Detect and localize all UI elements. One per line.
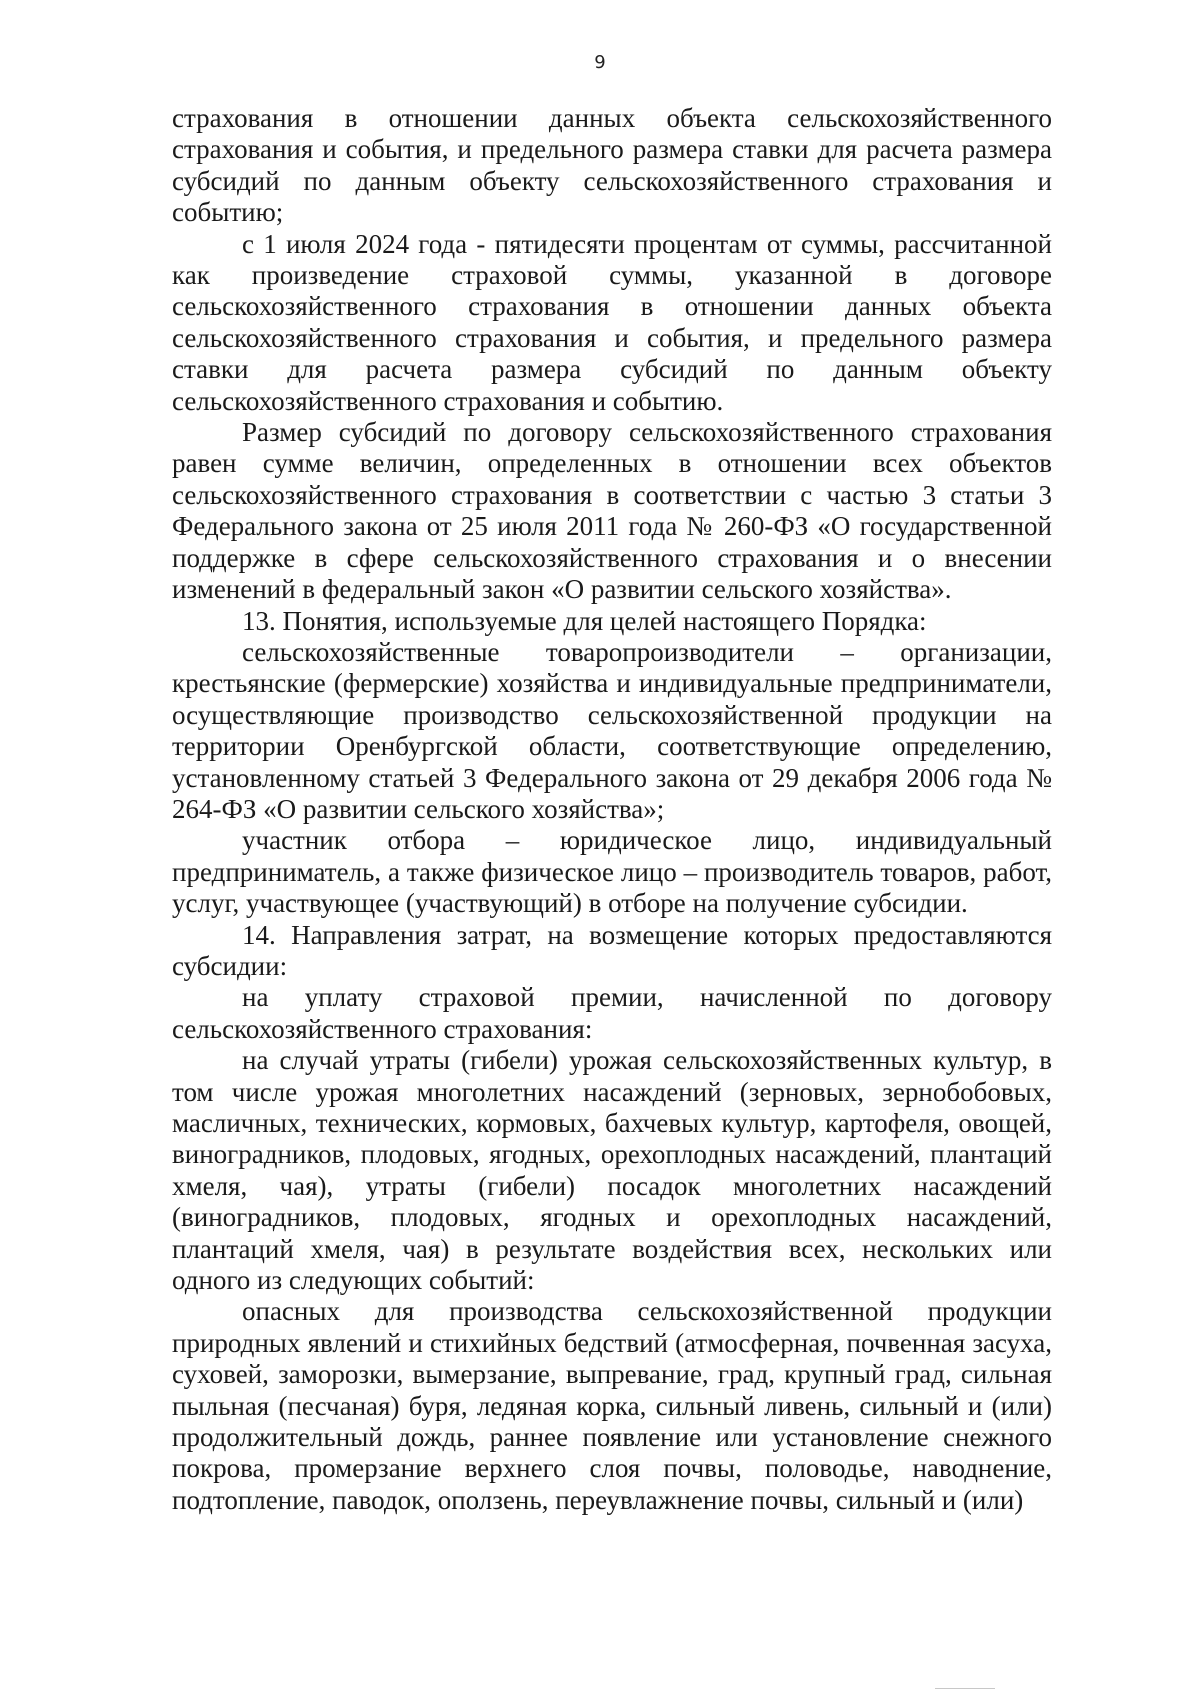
page-number: 9	[594, 52, 606, 73]
scan-artifact-line	[935, 1688, 995, 1689]
paragraph-continuation: страхования в отношении данных объекта сельскохозяйственного страхования и события, и предельного размера ставки для расчета размера субсидий по данным объекту сельскохозяйственного страхования и событию;	[172, 103, 1052, 228]
paragraph-crop-loss: на случай утраты (гибели) урожая сельскохозяйственных культур, в том числе урожая многолетних насаждений (зерновых, зернобобовых, масличных, технических, кормовых, бахчевых культур, картофеля, овощей, виноградников, плодовых, ягодных, орехоплодных насаждений, плантаций хмеля, чая), утраты (гибели) посадок многолетних насаждений (виноградников, плодовых, ягодных и орехоплодных насаждений, плантаций хмеля, чая) в результате воздействия всех, нескольких или одного из следующих событий:	[172, 1045, 1052, 1296]
paragraph-from-july-2024: с 1 июля 2024 года - пятидесяти процентам от суммы, рассчитанной как произведение страховой суммы, указанной в договоре сельскохозяйственного страхования в отношении данных объекта сельскохозяйственного страхования и события, и предельного размера ставки для расчета размера субсидий по данным объекту сельскохозяйственного страхования и событию.	[172, 228, 1052, 416]
paragraph-item-14: 14. Направления затрат, на возмещение которых предоставляются субсидии:	[172, 919, 1052, 981]
paragraph-subsidy-amount: Размер субсидий по договору сельскохозяйственного страхования равен сумме величин, определенных в отношении всех объектов сельскохозяйственного страхования в соответствии с частью 3 статьи 3 Федерального закона от 25 июля 2011 года № 260-ФЗ «О государственной поддержке в сфере сельскохозяйственного страхования и о внесении изменений в федеральный закон «О развитии сельского хозяйства».	[172, 417, 1052, 605]
paragraph-item-13: 13. Понятия, используемые для целей настоящего Порядка:	[242, 605, 927, 636]
document-body	[172, 103, 1052, 1516]
paragraph-premium-payment: на уплату страховой премии, начисленной по договору сельскохозяйственного страхования:	[172, 982, 1052, 1044]
paragraph-hazards: опасных для производства сельскохозяйственной продукции природных явлений и стихийных бедствий (атмосферная, почвенная засуха, суховей, заморозки, вымерзание, выпревание, град, крупный град, сильная пыльная (песчаная) буря, ледяная корка, сильный ливень, сильный и (или) продолжительный дождь, раннее появление или установление снежного покрова, промерзание верхнего слоя почвы, половодье, наводнение, подтопление, паводок, оползень, переувлажнение почвы, сильный и (или)	[172, 1296, 1052, 1515]
paragraph-participant-definition: участник отбора – юридическое лицо, индивидуальный предприниматель, а также физическое лицо – производитель товаров, работ, услуг, участвующее (участвующий) в отборе на получение субсидии.	[172, 825, 1052, 919]
paragraph-producers-definition: сельскохозяйственные товаропроизводители – организации, крестьянские (фермерские) хозяйства и индивидуальные предприниматели, осуществляющие производство сельскохозяйственной продукции на территории Оренбургской области, соответствующие определению, установленному статьей 3 Федерального закона от 29 декабря 2006 года № 264-ФЗ «О развитии сельского хозяйства»;	[172, 636, 1052, 824]
